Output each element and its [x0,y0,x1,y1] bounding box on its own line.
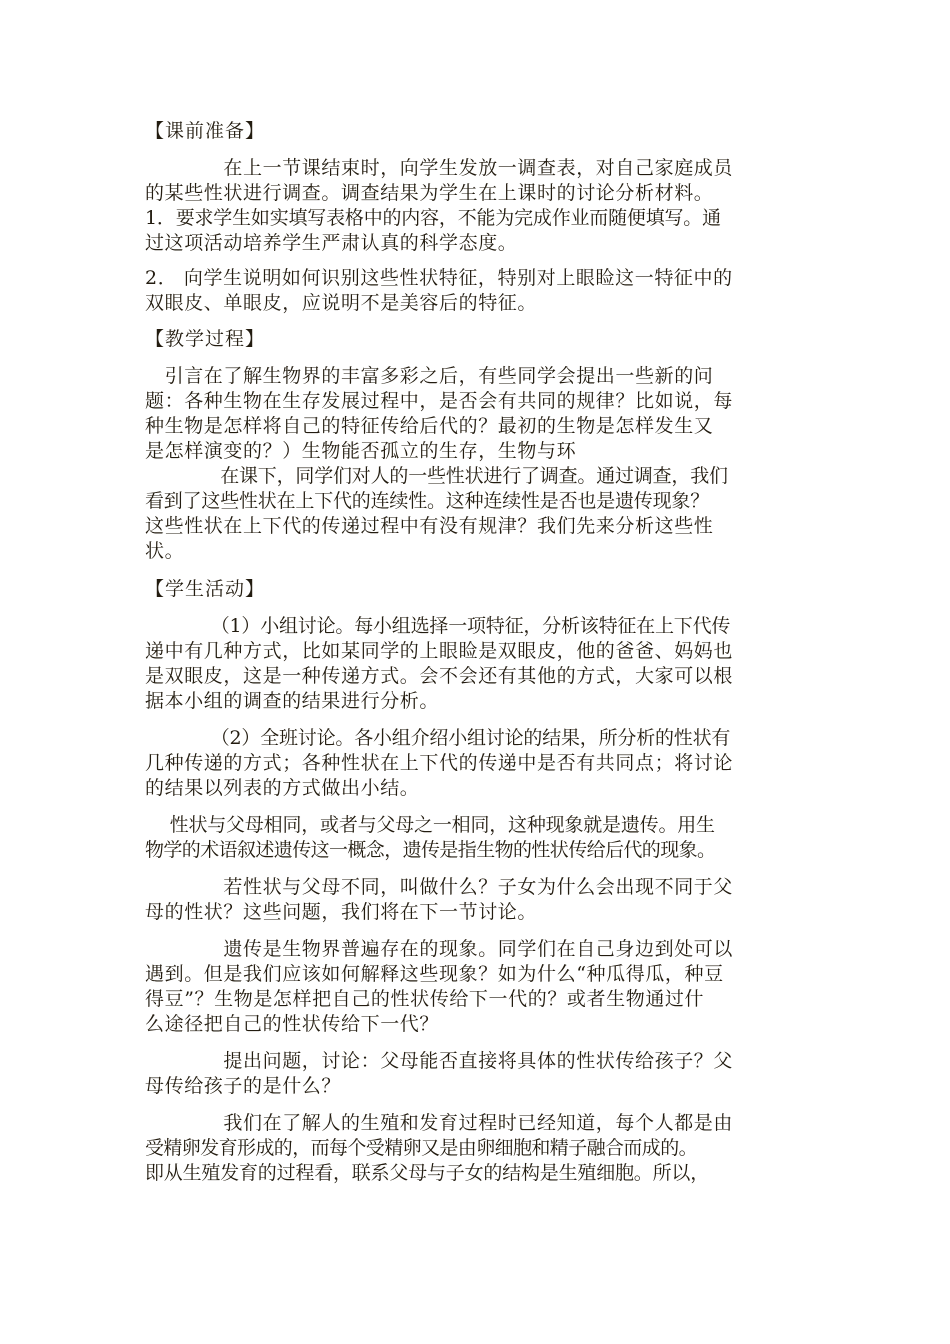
text-line: 若性状与父母不同，叫做什么？子女为什么会出现不同于父 [145,876,734,898]
text-line: 是怎样演变的？）生物能否孤立的生存，生物与环 [145,440,577,462]
paragraph [145,813,810,863]
text-line: 母的性状？这些问题，我们将在下一节讨论。 [145,901,538,923]
text-line: 引言在了解生物界的丰富多彩之后，有些同学会提出一些新的问 [145,365,714,387]
text-line: 状。 [145,540,185,562]
text-line: 据本小组的调查的结果进行分析。 [145,690,440,712]
section-heading-student-activity: 【学生活动】 [145,578,266,600]
paragraph [145,726,810,801]
text-line: 双眼皮、单眼皮，应说明不是美容后的特征。 [145,292,538,314]
text-line: 2． 向学生说明如何识别这些性状特征，特别对上眼睑这一特征中的 [145,267,733,289]
text-line: 在课下，同学们对人的一些性状进行了调查。通过调查，我们 [145,465,728,487]
text-line: 看到了这些性状在上下代的连续性。这种连续性是否也是遗传现象？ [145,490,710,512]
text-line: 么途径把自己的性状传给下一代？ [145,1013,440,1035]
text-line: 这些性状在上下代的传递过程中有没有规津？我们先来分析这些性 [145,515,714,537]
text-line: 遗传是生物界普遍存在的现象。同学们在自己身边到处可以 [145,938,734,960]
text-line: 题：各种生物在生存发展过程中，是否会有共同的规律？比如说，每 [145,390,734,412]
paragraph [145,937,810,1037]
text-line: （1）小组讨论。每小组选择一项特征，分析该特征在上下代传 [145,615,731,637]
paragraph [145,206,810,256]
text-line: 遇到。但是我们应该如何解释这些现象？如为什么“种瓜得瓜，种豆 [145,963,724,985]
text-line: 性状与父母相同，或者与父母之一相同，这种现象就是遗传。用生 [145,814,715,836]
text-line: 即从生殖发育的过程看，联系父母与子女的结构是生殖细胞。所以， [145,1162,710,1184]
text-line: 的结果以列表的方式做出小结。 [145,777,420,799]
paragraph [145,156,810,206]
paragraph [145,875,810,925]
paragraph [145,464,810,564]
document-page [145,118,810,1186]
text-line: 是双眼皮，这是一种传递方式。会不会还有其他的方式，大家可以根 [145,665,734,687]
text-line: 过这项活动培养学生严肃认真的科学态度。 [145,232,518,254]
paragraph [145,1111,810,1186]
text-line: 1．要求学生如实填写表格中的内容，不能为完成作业而随便填写。通 [145,207,721,229]
text-line: 几种传递的方式；各种性状在上下代的传递中是否有共同点；将讨论 [145,752,734,774]
text-line: 种生物是怎样将自己的特征传给后代的？最初的生物是怎样发生又 [145,415,714,437]
text-line: 得豆”？生物是怎样把自己的性状传给下一代的？或者生物通过什 [145,988,705,1010]
text-line: 母传给孩子的是什么？ [145,1075,342,1097]
section-heading-teaching-process: 【教学过程】 [145,328,266,350]
paragraph [145,614,810,714]
section-heading-preparation: 【课前准备】 [145,120,266,142]
text-line: 物学的术语叙述遗传这一概念，遗传是指生物的性状传给后代的现象。 [145,839,716,861]
text-line: （2）全班讨论。各小组介绍小组讨论的结果，所分析的性状有 [145,727,731,749]
text-line: 受精卵发育形成的，而每个受精卵又是由卵细胞和精子融合而成的。 [145,1137,698,1159]
text-line: 的某些性状进行调查。调查结果为学生在上课时的讨论分析材料。 [145,182,714,204]
paragraph [145,266,810,316]
text-line: 在上一节课结束时，向学生发放一调查表，对自己家庭成员 [145,157,734,179]
text-line: 提出问题，讨论：父母能否直接将具体的性状传给孩子？父 [145,1050,734,1072]
text-line: 我们在了解人的生殖和发育过程时已经知道，每个人都是由 [145,1112,734,1134]
paragraph [145,364,810,464]
text-line: 递中有几种方式，比如某同学的上眼睑是双眼皮，他的爸爸、妈妈也 [145,640,734,662]
paragraph [145,1049,810,1099]
